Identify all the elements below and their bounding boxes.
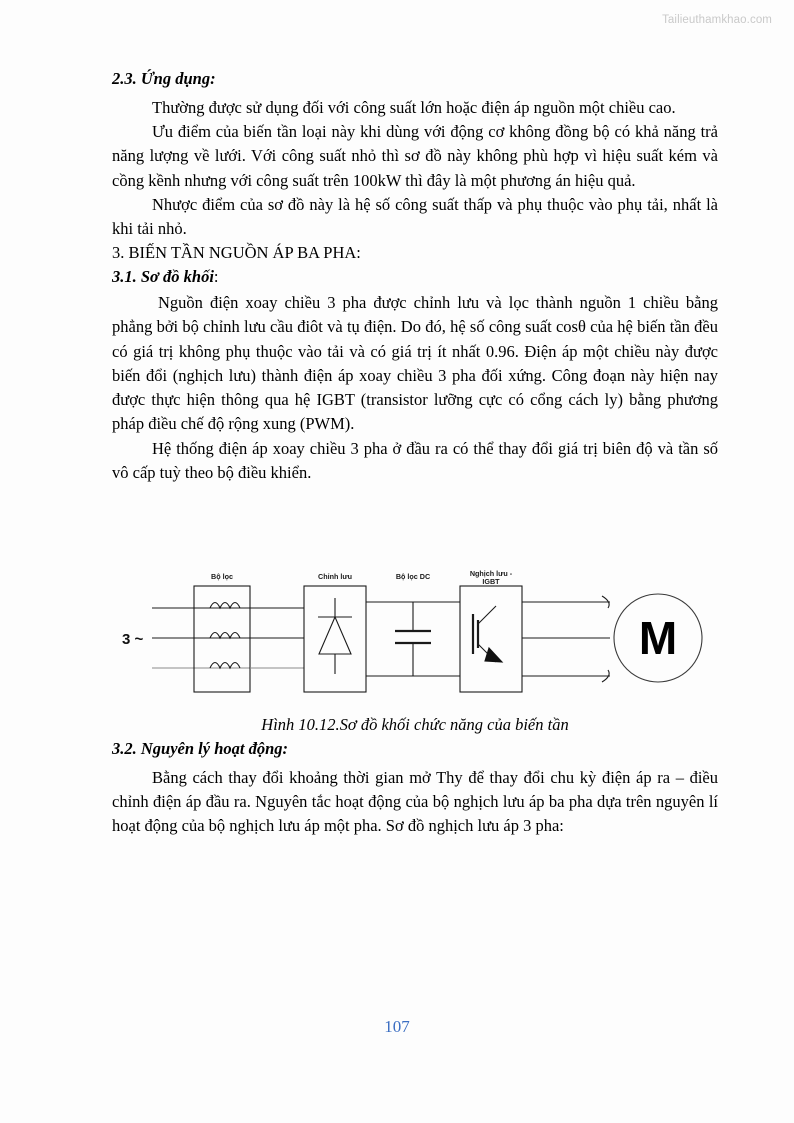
filter-block: [194, 586, 250, 692]
label-inverter-line1: Nghịch lưu -: [469, 570, 513, 578]
figure-caption: Hình 10.12.Sơ đồ khối chức năng của biến tần: [261, 715, 569, 734]
paragraph-3-1-1: Nguồn điện xoay chiều 3 pha được chỉnh lưu và lọc thành nguồn 1 chiều bằng phẳng bởi bộ chỉnh lưu cầu điôt và tụ điện. Do đó, hệ số công suất cosθ của hệ biến tần đều có giá trị không phụ thuộc vào tải và có giá trị ít nhất 0.96. Điện áp một chiều này được biến đổi (nghịch lưu) thành điện áp xoay chiều 3 pha đối xứng. Công đoạn này hiện nay được thực hiện thông qua hệ IGBT (transistor lưỡng cực có cổng cách ly) bằng phương pháp điều chế độ rộng xung (PWM).: [112, 293, 718, 434]
section-heading-3-2: 3.2. Nguyên lý hoạt động:: [112, 739, 289, 758]
label-three-phase-source: 3 ~: [122, 631, 144, 648]
label-motor: M: [638, 612, 678, 664]
label-dc-filter: Bộ lọc DC: [395, 572, 431, 581]
watermark-text: Tailieuthamkhao.com: [662, 14, 772, 26]
section-heading-3-1: [112, 265, 718, 289]
inverter-block: [460, 586, 522, 692]
label-rectifier: Chỉnh lưu: [318, 572, 352, 581]
inductor-coil-1: [210, 603, 240, 609]
paragraph-3-1-2: Hệ thống điện áp xoay chiều 3 pha ở đầu ra có thể thay đổi giá trị biên độ và tần số vô cấp tuỳ theo bộ điều khiển.: [112, 438, 718, 482]
paragraph-2-3-1: Thường được sử dụng đối với công suất lớn hoặc điện áp nguồn một chiều cao.: [152, 97, 676, 117]
igbt-emitter-arrow: [485, 648, 502, 662]
label-filter: Bộ lọc: [211, 572, 233, 581]
section-heading-3: 3. BIẾN TẦN NGUỒN ÁP BA PHA:: [112, 243, 361, 263]
igbt-collector-lead: [478, 606, 496, 624]
inductor-coil-3: [210, 663, 240, 669]
inductor-coil-2: [210, 633, 240, 639]
section-heading-3-1-colon: :: [213, 267, 219, 287]
paragraph-3-2-1: Bằng cách thay đổi khoảng thời gian mở Thy để thay đổi chu kỳ điện áp ra – điều chỉnh điện áp đầu ra. Nguyên tắc hoạt động của bộ nghịch lưu áp ba pha dựa trên nguyên lí hoạt động của bộ nghịch lưu áp một pha. Sơ đồ nghịch lưu áp 3 pha:: [112, 767, 718, 836]
label-inverter-line2: IGBT: [482, 577, 500, 586]
figure-block-diagram: [112, 570, 718, 735]
paragraph-2-3-2: Ưu điểm của biến tần loại này khi dùng với động cơ không đồng bộ có khả năng trả năng lượng về lưới. Với công suất nhỏ thì sơ đồ này không phù hợp vì hiệu suất kém và cồng kềnh nhưng với công suất trên 100kW thì đây là một phương án hiệu quả.: [112, 122, 718, 190]
paragraph-2-3-3: Nhược điểm của sơ đồ này là hệ số công suất thấp và phụ thuộc vào phụ tải, nhất là khi tải nhỏ.: [112, 194, 718, 239]
text-column-upper: [112, 68, 718, 485]
section-heading-3-1-label: 3.1. Sơ đồ khối: [112, 267, 214, 287]
diode-triangle: [319, 617, 351, 654]
page-number: 107: [384, 1017, 410, 1036]
diagram-canvas: [112, 570, 718, 710]
section-heading-2-3: 2.3. Ứng dụng:: [112, 69, 216, 88]
text-column-lower: [112, 738, 718, 839]
